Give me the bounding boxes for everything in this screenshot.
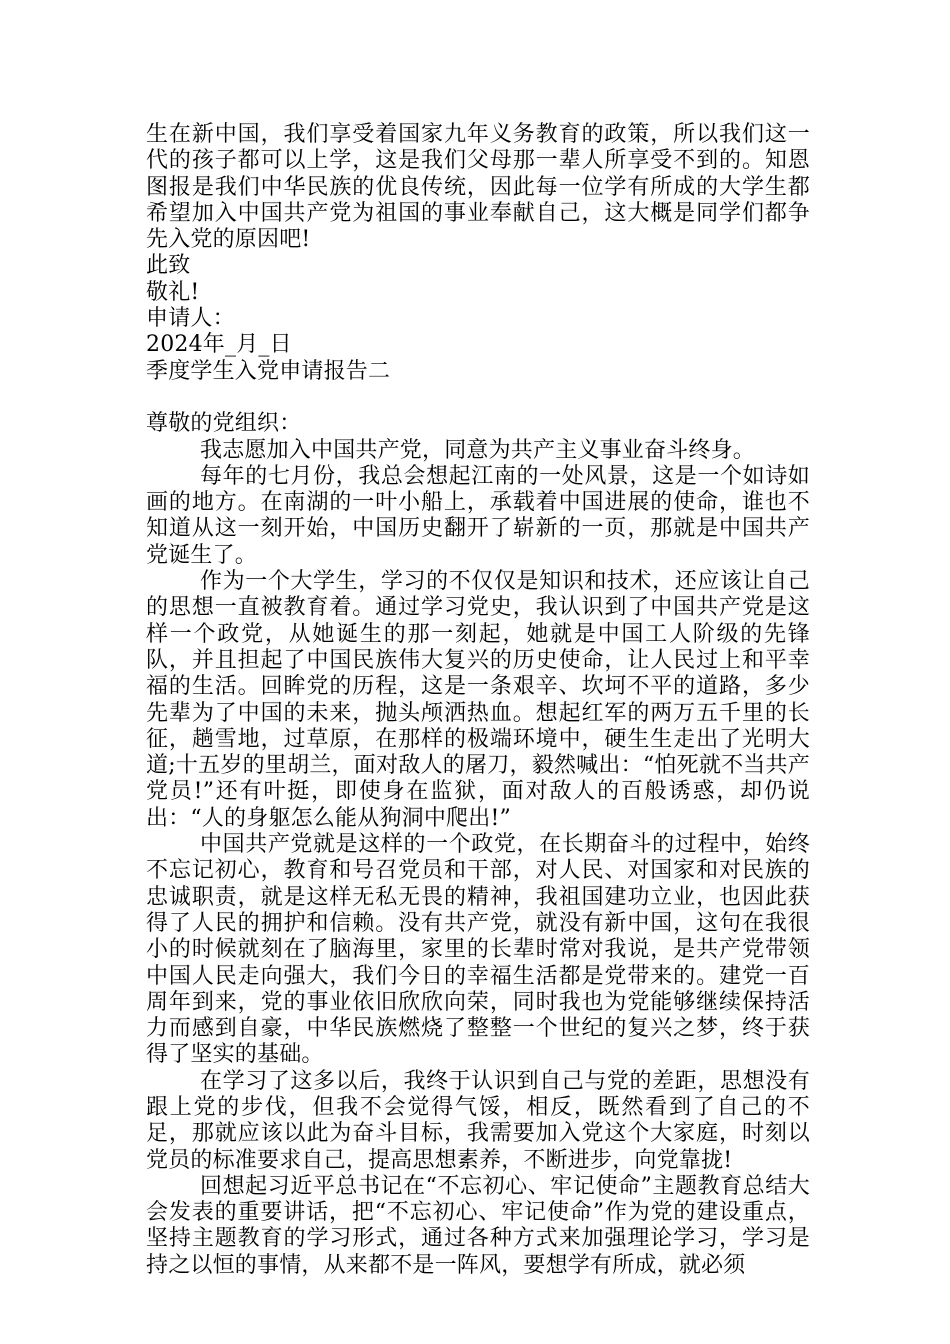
closing-respect: 敬礼!	[146, 279, 200, 305]
paragraph: 作为一个大学生，学习的不仅仅是知识和技术，还应该让自己的思想一直被教育着。通过学习党史，我认识到了中国共产党是这样一个政党，从她诞生的那一刻起，她就是中国工人阶级的先锋队，并且担起了中国民族伟大复兴的历史使命，让人民过上和平幸福的生活。回眸党的历程，这是一条艰辛、坎坷不平的道路，多少先辈为了中国的未来，抛头颅洒热血。想起红军的两万五千里的长征，趟雪地，过草原，在那样的极端环境中，硬生生走出了光明大道;十五岁的里胡兰，面对敌人的屠刀，毅然喊出：“怕死就不当共产党员!”还有叶挺，即使身在监狱，面对敌人的百般诱惑，却仍说出：“人的身躯怎么能从狗洞中爬出!”	[146, 569, 810, 831]
blank-line	[146, 385, 810, 411]
paragraph: 回想起习近平总书记在“不忘初心、牢记使命”主题教育总结大会发表的重要讲话，把“不忘初心、牢记使命”作为党的建设重点，坚持主题教育的学习形式，通过各种方式来加强理论学习，学习是持之以恒的事情，从来都不是一阵风，要想学有所成，就必须	[146, 1173, 810, 1278]
report-title: 季度学生入党申请报告二	[146, 358, 391, 384]
greeting: 尊敬的党组织：	[146, 411, 302, 437]
paragraph: 每年的七月份，我总会想起江南的一处风景，这是一个如诗如画的地方。在南湖的一叶小船上，承载着中国进展的使命，谁也不知道从这一刻开始，中国历史翻开了崭新的一页，那就是中国共产党诞生了。	[146, 463, 810, 568]
paragraph: 在学习了这多以后，我终于认识到自己与党的差距，思想没有跟上党的步伐，但我不会觉得气馁，相反，既然看到了自己的不足，那就应该以此为奋斗目标，我需要加入党这个大家庭，时刻以党员的标准要求自己，提高思想素养，不断进步，向党靠拢!	[146, 1068, 810, 1173]
paragraph: 我志愿加入中国共产党，同意为共产主义事业奋斗终身。	[200, 437, 756, 463]
date-line: 2024年_月_日	[146, 332, 292, 358]
paragraph-continued: 生在新中国，我们享受着国家九年义务教育的政策，所以我们这一代的孩子都可以上学，这是我们父母那一辈人所享受不到的。知恩图报是我们中华民族的优良传统，因此每一位学有所成的大学生都希望加入中国共产党为祖国的事业奉献自己，这大概是同学们都争先入党的原因吧!	[146, 122, 810, 253]
document-page	[146, 122, 810, 1279]
paragraph: 中国共产党就是这样的一个政党，在长期奋斗的过程中，始终不忘记初心，教育和号召党员和干部，对人民、对国家和对民族的忠诚职责，就是这样无私无畏的精神，我祖国建功立业，也因此获得了人民的拥护和信赖。没有共产党，就没有新中国，这句在我很小的时候就刻在了脑海里，家里的长辈时常对我说，是共产党带领中国人民走向强大，我们今日的幸福生活都是党带来的。建党一百周年到来，党的事业依旧欣欣向荣，同时我也为党能够继续保持活力而感到自豪，中华民族燃烧了整整一个世纪的复兴之梦，终于获得了坚实的基础。	[146, 832, 810, 1068]
applicant-label: 申请人：	[146, 306, 235, 332]
closing-salutation: 此致	[146, 253, 191, 279]
